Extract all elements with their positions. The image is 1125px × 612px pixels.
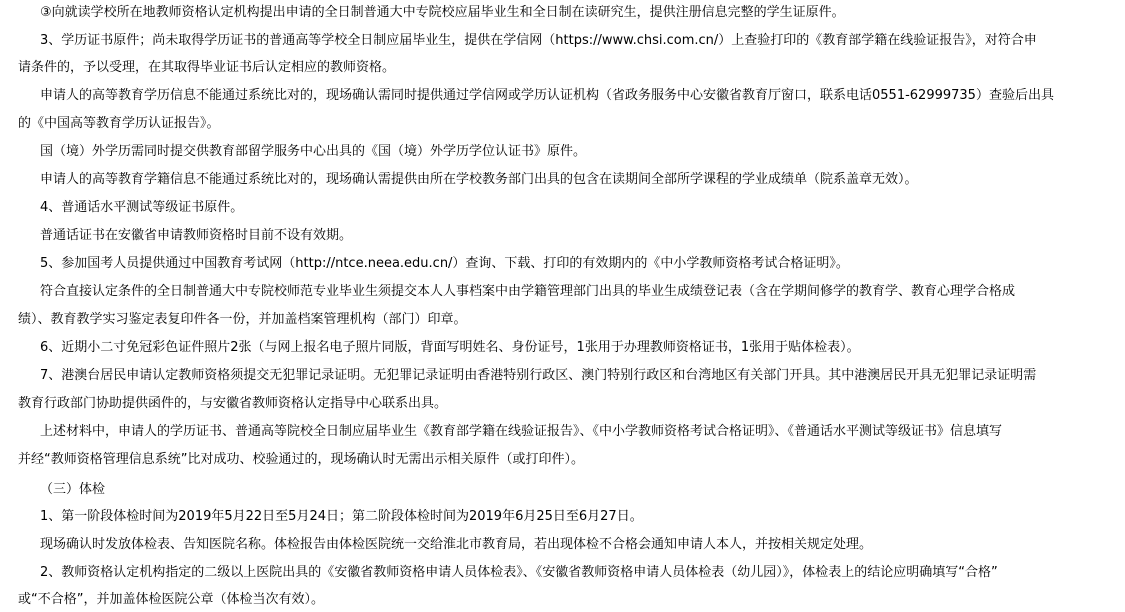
text-line: 请条件的，予以受理，在其取得毕业证书后认定相应的教师资格。 xyxy=(18,60,396,75)
text-line: 申请人的高等教育学历信息不能通过系统比对的，现场确认需同时提供通过学信网或学历认证机构（省政务服务中心安徽省教育厅窗口，联系电话0551-62999735）查验后出具 xyxy=(40,88,1054,103)
text-line: 2、教师资格认定机构指定的二级以上医院出具的《安徽省教师资格申请人员体检表》、《安徽省教师资格申请人员体检表（幼儿园）》，体检表上的结论应明确填写“合格” xyxy=(40,565,998,580)
text-line: 3、学历证书原件；尚未取得学历证书的普通高等学校全日制应届毕业生，提供在学信网（https://www.chsi.com.cn/）上查验打印的《教育部学籍在线验证报告》，对符合申 xyxy=(40,33,1037,48)
text-line: 教育行政部门协助提供函件的，与安徽省教师资格认定指导中心联系出具。 xyxy=(18,396,448,411)
text-line: 的《中国高等教育学历认证报告》。 xyxy=(18,116,220,131)
text-line: 普通话证书在安徽省申请教师资格时目前不设有效期。 xyxy=(40,228,353,243)
text-line: 并经“教师资格管理信息系统”比对成功、校验通过的，现场确认时无需出示相关原件（或打印件）。 xyxy=(18,452,584,467)
text-line: 5、参加国考人员提供通过中国教育考试网（http://ntce.neea.edu.cn/）查询、下载、打印的有效期内的《中小学教师资格考试合格证明》。 xyxy=(40,256,849,271)
text-line: 4、普通话水平测试等级证书原件。 xyxy=(40,200,244,215)
text-line: 6、近期小二寸免冠彩色证件照片2张（与网上报名电子照片同版，背面写明姓名、身份证号，1张用于办理教师资格证书，1张用于贴体检表）。 xyxy=(40,340,860,355)
text-line: 符合直接认定条件的全日制普通大中专院校师范专业毕业生须提交本人人事档案中由学籍管理部门出具的毕业生成绩登记表（含在学期间修学的教育学、教育心理学合格成 xyxy=(40,284,1016,299)
text-line: 7、港澳台居民申请认定教师资格须提交无犯罪记录证明。无犯罪记录证明由香港特别行政区、澳门特别行政区和台湾地区有关部门开具。其中港澳居民开具无犯罪记录证明需 xyxy=(40,368,1037,383)
text-line: 绩）、教育教学实习鉴定表复印件各一份，并加盖档案管理机构（部门）印章。 xyxy=(18,312,467,327)
text-line: 国（境）外学历需同时提交供教育部留学服务中心出具的《国（境）外学历学位认证书》原件。 xyxy=(40,144,587,159)
section-heading: （三）体检 xyxy=(40,482,106,497)
text-line: 1、第一阶段体检时间为2019年5月22日至5月24日；第二阶段体检时间为2019年6月25日至6月27日。 xyxy=(40,509,643,524)
text-line: 上述材料中，申请人的学历证书、普通高等院校全日制应届毕业生《教育部学籍在线验证报告》、《中小学教师资格考试合格证明》、《普通话水平测试等级证书》信息填写 xyxy=(40,424,1003,439)
text-line: 申请人的高等教育学籍信息不能通过系统比对的，现场确认需提供由所在学校教务部门出具的包含在读期间全部所学课程的学业成绩单（院系盖章无效）。 xyxy=(40,172,918,187)
text-line: ③向就读学校所在地教师资格认定机构提出申请的全日制普通大中专院校应届毕业生和全日制在读研究生，提供注册信息完整的学生证原件。 xyxy=(40,5,845,20)
text-line: 或“不合格”，并加盖体检医院公章（体检当次有效）。 xyxy=(18,592,324,607)
text-line: 现场确认时发放体检表、告知医院名称。体检报告由体检医院统一交给淮北市教育局，若出现体检不合格会通知申请人本人，并按相关规定处理。 xyxy=(40,537,873,552)
